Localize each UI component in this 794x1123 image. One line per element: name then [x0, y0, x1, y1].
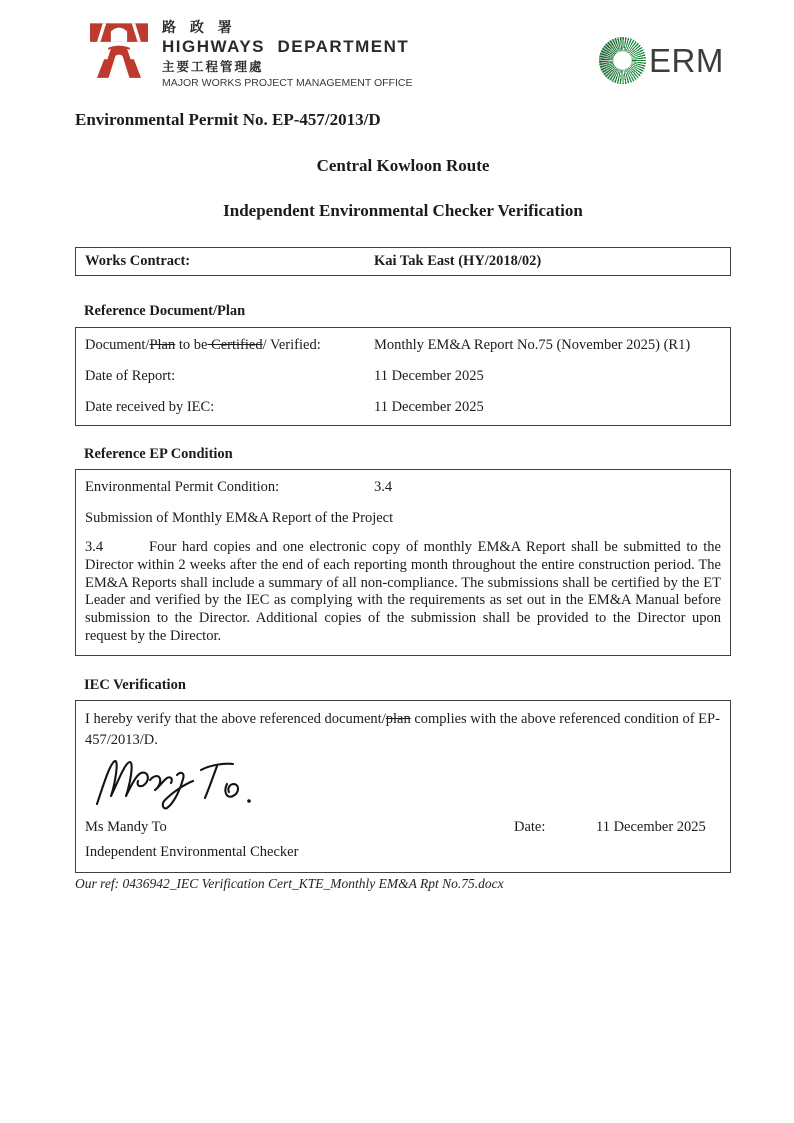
project-title: Central Kowloon Route — [316, 156, 490, 175]
hyd-english-name: HIGHWAYS DEPARTMENT — [162, 37, 410, 57]
document-type-title: Independent Environmental Checker Verification — [223, 201, 583, 220]
ep-condition-box — [75, 469, 731, 656]
clause-text: Four hard copies and one electronic copy of monthly EM&A Report shall be submitted to the Director within 2 weeks after the end of each reporting month throughout the entire construction period. The EM&A Reports shall include a summary of all non-compliance. The submissions shall be certified by the ET Leader and verified by the IEC as complying with the requirements as set out in the EM&A Manual before submission to the Director. Additional copies of the submission shall be provided to the Director upon request by the Director. — [85, 539, 721, 645]
date-received-value: 11 December 2025 — [374, 399, 484, 415]
signer-name: Ms Mandy To — [85, 819, 167, 836]
document-to-be-verified-label: Document/Plan to be Certified/ Verified: — [85, 337, 321, 353]
highways-department-logo — [90, 20, 412, 90]
signature-row — [85, 818, 721, 837]
ep-condition-row — [85, 478, 721, 496]
works-contract-box — [75, 247, 731, 276]
erm-logo — [599, 37, 724, 84]
our-ref-line: Our ref: 0436942_IEC Verification Cert_KTE_Monthly EM&A Rpt No.75.docx — [75, 876, 504, 891]
permit-number-title: Environmental Permit No. EP-457/2013/D — [75, 110, 381, 129]
iec-verification-statement: I hereby verify that the above referenced document/plan complies with the above referenced condition of EP-457/2013/D. — [85, 711, 720, 748]
ep-condition-subject: Submission of Monthly EM&A Report of the Project — [85, 510, 394, 526]
struck-word-plan: Plan — [149, 337, 176, 353]
document-to-be-verified-row — [85, 336, 721, 354]
ep-condition-heading: Reference EP Condition — [84, 446, 233, 462]
signer-title: Independent Environmental Checker — [85, 844, 299, 861]
highways-department-icon — [90, 20, 148, 80]
ep-condition-label: Environmental Permit Condition: — [85, 479, 280, 495]
works-contract-label: Works Contract: — [85, 253, 191, 269]
date-value: 11 December 2025 — [596, 819, 706, 836]
document-to-be-verified-value: Monthly EM&A Report No.75 (November 2025) (R1) — [374, 337, 691, 353]
reference-document-heading: Reference Document/Plan — [84, 303, 246, 319]
date-label: Date: — [514, 819, 546, 836]
erm-starburst-icon — [599, 37, 646, 84]
erm-wordmark: ERM — [649, 41, 724, 79]
ep-condition-value: 3.4 — [374, 479, 393, 495]
iec-verification-box — [75, 700, 731, 873]
ep-condition-clause — [85, 539, 721, 646]
struck-word-certified: Certified — [207, 337, 263, 353]
reference-document-box — [75, 327, 731, 426]
iec-verification-heading: IEC Verification — [84, 677, 186, 693]
works-contract-value: Kai Tak East (HY/2018/02) — [374, 253, 542, 269]
hyd-english-office: MAJOR WORKS PROJECT MANAGEMENT OFFICE — [162, 76, 413, 89]
highways-department-text — [162, 20, 412, 90]
clause-number: 3.4 — [85, 539, 104, 555]
date-of-report-label: Date of Report: — [85, 368, 176, 384]
hyd-chinese-office: 主要工程管理處 — [162, 59, 264, 74]
struck-word-plan-2: plan — [385, 711, 411, 727]
date-of-report-row — [85, 367, 721, 385]
date-received-row — [85, 398, 721, 416]
date-of-report-value: 11 December 2025 — [374, 368, 484, 384]
date-received-label: Date received by IEC: — [85, 399, 215, 415]
signature-image — [93, 754, 303, 812]
hyd-chinese-name: 路 政 署 — [162, 19, 237, 35]
